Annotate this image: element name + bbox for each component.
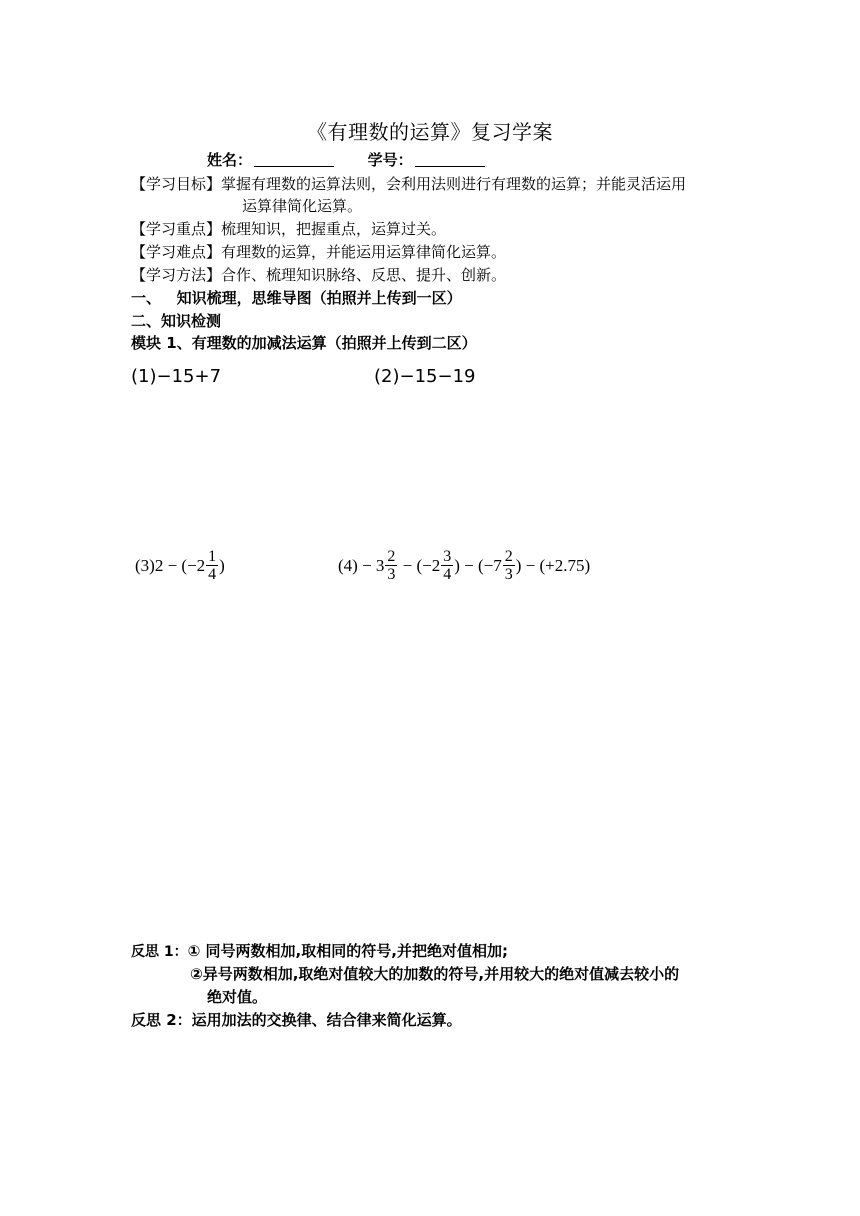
difficulty-line [131,242,506,262]
fraction-denominator: 4 [208,566,217,583]
objective-text: 掌握有理数的运算法则，会利用法则进行有理数的运算；并能灵活运用 [221,175,687,193]
problem-4-fraction-2 [441,548,453,583]
student-id-blank[interactable] [415,152,485,167]
problem-4-fraction-1 [385,548,397,583]
fraction-denominator: 3 [387,566,396,583]
method-line [131,265,506,285]
reflection-1 [131,940,508,961]
key-points-text: 梳理知识，把握重点，运算过关。 [221,220,447,238]
student-info-line [207,150,485,170]
problem-2: (2)−15−19 [374,366,476,387]
key-points-line [131,219,446,239]
name-blank[interactable] [254,152,334,167]
name-label: 姓名： [207,151,253,169]
difficulty-text: 有理数的运算，并能运用运算律简化运算。 [221,243,507,261]
problem-4-fraction-3 [503,548,515,583]
problem-4-part-a: (4) − 3 [338,555,385,575]
problem-4-part-c: ) − (−7 [454,555,502,575]
objective-line [131,174,686,194]
objective-text-continued: 运算律简化运算。 [242,197,363,215]
student-id-label: 学号： [367,151,413,169]
problem-4-part-b: − (−2 [398,555,441,575]
problem-3 [135,548,225,583]
objective-tag: 【学习目标】 [131,175,222,193]
reflection-1-label: 反思 1： [131,944,188,960]
fraction-numerator: 1 [208,548,217,565]
problem-3-fraction [206,548,218,583]
fraction-numerator: 2 [504,548,513,565]
fraction-denominator: 4 [443,566,452,583]
problem-1: (1)−15+7 [131,366,222,387]
reflection-2: 反思 2：运用加法的交换律、结合律来简化运算。 [131,1011,462,1029]
reflection-1-item-2-continued: 绝对值。 [207,988,268,1006]
section-2-heading: 二、知识检测 [131,312,222,330]
method-tag: 【学习方法】 [131,266,222,284]
fraction-numerator: 3 [443,548,452,565]
section-1-heading: 一、 知识梳理，思维导图（拍照并上传到一区） [131,289,462,307]
problem-4 [338,548,590,583]
fraction-numerator: 2 [387,548,396,565]
fraction-denominator: 3 [504,566,513,583]
module-1-heading: 模块 1、有理数的加减法运算（拍照并上传到二区） [131,334,477,352]
key-points-tag: 【学习重点】 [131,220,222,238]
page-title: 《有理数的运算》复习学案 [307,120,553,144]
method-text: 合作、梳理知识脉络、反思、提升、创新。 [221,266,507,284]
problem-4-part-d: ) − (+2.75) [515,555,591,575]
reflection-1-item-1: ① 同号两数相加,取相同的符号,并把绝对值相加; [187,942,508,960]
reflection-1-item-2: ②异号两数相加,取绝对值较大的加数的符号,并用较大的绝对值减去较小的 [190,965,680,983]
problem-3-prefix: (3)2 − (−2 [135,555,206,575]
problem-3-suffix: ) [219,555,225,575]
difficulty-tag: 【学习难点】 [131,243,222,261]
